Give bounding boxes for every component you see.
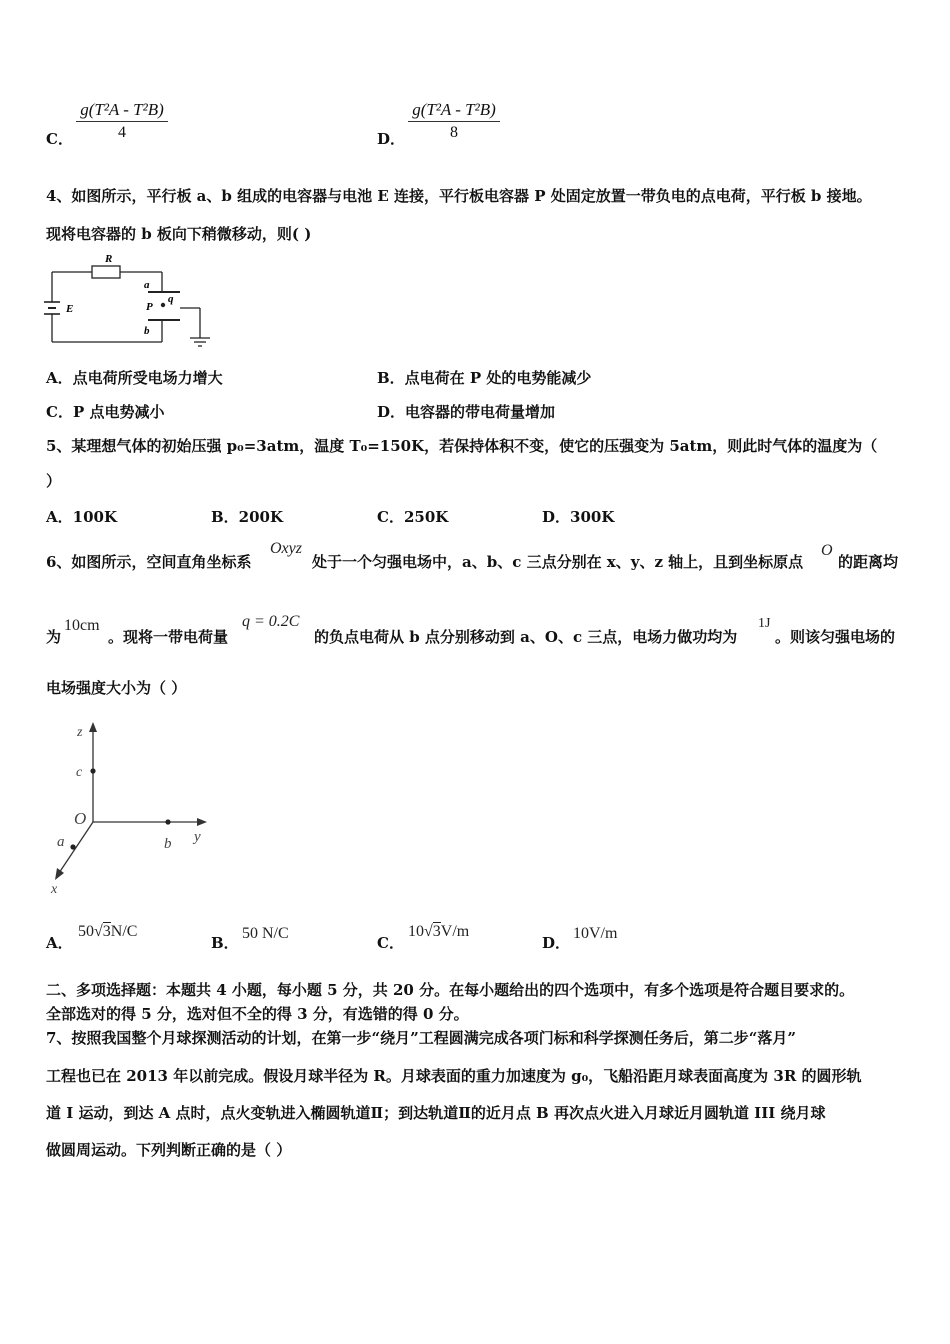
q4-stem-line2: 现将电容器的 b 板向下稍微移动，则( ) [46, 225, 312, 243]
q6-stem-line1-part1: 6、如图所示，空间直角坐标系 [46, 553, 252, 571]
q7-stem-line3: 道 I 运动，到达 A 点时，点火变轨进入椭圆轨道Ⅱ；到达轨道Ⅱ的近月点 B 再次点火进入月球近月圆轨道 III 绕月球 [46, 1104, 826, 1122]
q6-stem-line2-part3: 的负点电荷从 b 点分别移动到 a、O、c 三点，电场力做功均为 [314, 628, 738, 646]
q3-option-d-fraction [408, 100, 500, 142]
q6-option-c-letter: C． [377, 934, 404, 952]
section2-heading-line2: 全部选对的得 5 分，选对但不全的得 3 分，有选错的得 0 分。 [46, 1005, 469, 1023]
q3-option-c-numerator: g(T²A - T²B) [80, 100, 164, 119]
resistor-symbol [92, 266, 120, 278]
q3-option-d-denominator: 8 [450, 124, 458, 141]
q4-option-c: C．P 点电势减小 [46, 403, 165, 421]
label-a: a [57, 834, 65, 850]
axis-label-x: x [51, 882, 58, 896]
label-c: c [76, 765, 83, 780]
q6-stem-line1-part3: 的距离均 [838, 553, 899, 571]
q6-stem-line1-part2: 处于一个匀强电场中，a、b、c 三点分别在 x、y、z 轴上，且到坐标原点 [312, 553, 804, 571]
q6-option-a-letter: A． [46, 934, 73, 952]
q5-option-c: C．250K [377, 508, 449, 526]
q3-option-c-fraction [76, 100, 168, 142]
q6-option-a-unit: N/C [110, 923, 138, 940]
q3-option-d-letter: D． [377, 130, 406, 148]
q6-option-b-value: 50 N/C [242, 925, 289, 942]
q6-distance: 10cm [64, 617, 100, 634]
label-r: R [105, 253, 113, 265]
q5-stem-line2: ） [46, 472, 62, 490]
sqrt-symbol: √3 [424, 923, 441, 940]
axis-label-z: z [77, 725, 83, 740]
q6-option-a-radicand: 3 [102, 923, 111, 940]
label-q: q [168, 293, 174, 305]
q6-stem-line3: 电场强度大小为（ ） [46, 679, 187, 697]
q4-stem-line1: 4、如图所示，平行板 a、b 组成的电容器与电池 E 连接，平行板电容器 P 处固定放置一带负电的点电荷，平行板 b 接地。 [46, 187, 872, 205]
point-c [90, 768, 95, 773]
q7-stem-line4: 做圆周运动。下列判断正确的是（ ） [46, 1141, 292, 1159]
q5-option-d: D．300K [542, 508, 615, 526]
q6-option-c-value [408, 923, 469, 941]
q4-option-d: D．电容器的带电荷量增加 [377, 403, 556, 421]
axis-label-y: y [194, 829, 201, 845]
q6-option-b-letter: B． [211, 934, 239, 952]
q6-option-d-letter: D． [542, 934, 571, 952]
q7-stem-line2: 工程也已在 2013 年以前完成。假设月球半径为 R。月球表面的重力加速度为 g₀，飞船沿距月球表面高度为 3R 的圆形轨 [46, 1067, 862, 1085]
q6-stem-line2-part1: 为 [46, 628, 62, 646]
q5-option-b: B．200K [211, 508, 284, 526]
point-a [70, 844, 75, 849]
q5-stem-line1: 5、某理想气体的初始压强 p₀=3atm，温度 T₀=150K，若保持体积不变，使它的压强变为 5atm，则此时气体的温度为（ [46, 437, 878, 455]
q6-oxyz: Oxyz [270, 540, 302, 557]
label-e: E [66, 303, 74, 315]
q6-work: 1J [758, 616, 771, 631]
q3-option-d-numerator: g(T²A - T²B) [412, 100, 496, 119]
q6-stem-line2-part4: 。则该匀强电场的 [775, 628, 896, 646]
q6-option-c-unit: V/m [440, 923, 470, 940]
q6-charge: q = 0.2C [242, 613, 300, 630]
label-a: a [144, 279, 150, 291]
q6-option-c-coefficient: 10 [408, 923, 424, 940]
fraction-bar [408, 121, 500, 122]
q6-option-a-coefficient: 50 [78, 923, 94, 940]
label-origin: O [74, 809, 87, 828]
q4-option-a: A．点电荷所受电场力增大 [46, 369, 223, 387]
q6-option-a-value [78, 923, 137, 941]
q3-option-c-denominator: 4 [118, 124, 126, 141]
q5-option-a: A．100K [46, 508, 117, 526]
point-p [161, 303, 165, 307]
q6-origin-o: O [821, 542, 833, 559]
q6-stem-line2-part2: 。现将一带电荷量 [108, 628, 229, 646]
q4-circuit-diagram [40, 250, 220, 360]
q6-option-c-radicand: 3 [432, 923, 441, 940]
q6-coordinate-axes [45, 716, 215, 896]
label-p: P [146, 301, 153, 313]
label-b: b [164, 836, 172, 852]
q6-option-d-value: 10V/m [573, 925, 618, 942]
fraction-bar [76, 121, 168, 122]
q7-stem-line1: 7、按照我国整个月球探测活动的计划，在第一步“绕月”工程圆满完成各项门标和科学探测任务后，第二步“落月” [46, 1029, 796, 1047]
q4-option-b: B．点电荷在 P 处的电势能减少 [377, 369, 592, 387]
sqrt-symbol: √3 [94, 923, 111, 940]
q3-option-c-letter: C． [46, 130, 73, 148]
section2-heading-line1: 二、多项选择题：本题共 4 小题，每小题 5 分，共 20 分。在每小题给出的四个选项中，有多个选项是符合题目要求的。 [46, 981, 855, 999]
label-b: b [144, 325, 150, 337]
point-b [165, 819, 170, 824]
